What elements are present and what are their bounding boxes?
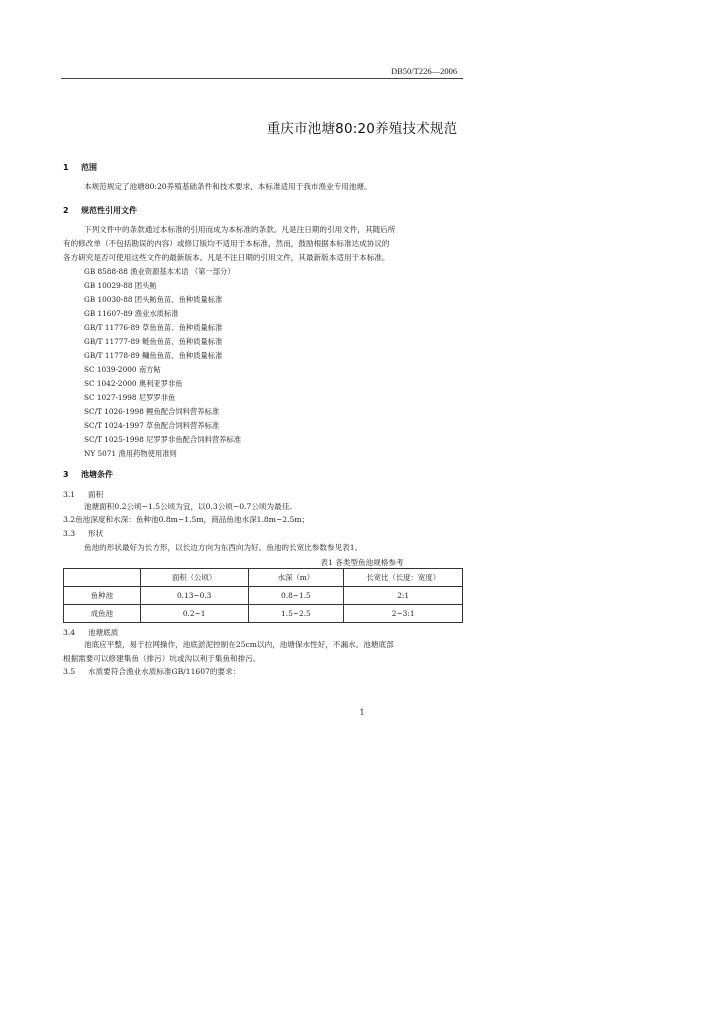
document-title: 重庆市池塘80:20养殖技术规范 [266, 121, 458, 137]
reference-item: GB 8588-88 渔业资源基本术语 （第一部分） [84, 267, 235, 276]
reference-item: SC/T 1024-1997 草鱼配合饲料营养标准 [84, 421, 220, 430]
section-1-heading [63, 162, 97, 173]
section-title: 范围 [81, 163, 97, 172]
subsection-3-3-heading [63, 528, 103, 539]
table-header-cell [64, 569, 141, 587]
subsection-number: 3.5 [63, 667, 76, 676]
standard-number: DB50/T226—2006 [391, 66, 458, 76]
reference-item: GB 10029-88 团头鲂 [84, 281, 157, 290]
page-number: 1 [359, 708, 365, 717]
subsection-3-3-text: 鱼池的形状最好为长方形，以长边方向为东西向为好。鱼池的长宽比参数参见表1。 [84, 543, 363, 552]
table-row [64, 587, 463, 605]
table-cell: 0.13~0.3 [140, 587, 248, 605]
table-cell: 2:1 [344, 587, 463, 605]
paragraph-line: 下列文件中的条款通过本标准的引用而成为本标准的条款。凡是注日期的引用文件，其随后所 [84, 225, 396, 234]
pond-spec-table [63, 568, 463, 623]
paragraph-line: 池底应平整，易于拉网操作，池底淤泥控制在25cm以内，池塘保水性好，不漏水。池塘底部 [84, 640, 394, 649]
table-cell: 鱼种池 [64, 587, 141, 605]
subsection-number: 3.4 [63, 628, 76, 637]
header-rule [61, 78, 463, 79]
reference-item: GB/T 11778-89 鳙鱼鱼苗、鱼种质量标准 [84, 351, 223, 360]
section-title: 池塘条件 [81, 470, 113, 479]
subsection-3-2-text: 3.2鱼池深度和水深：鱼种池0.8m~1.5m，商品鱼池水深1.8m~2.5m； [63, 515, 310, 524]
subsection-number: 3.1 [63, 490, 76, 499]
reference-item: SC/T 1026-1998 鲤鱼配合饲料营养标准 [84, 407, 220, 416]
section-number: 3 [63, 470, 69, 479]
section-number: 1 [63, 163, 69, 172]
subsection-title: 面积 [88, 490, 104, 499]
reference-item: GB 10030-88 团头鲂鱼苗、鱼种质量标准 [84, 295, 223, 304]
table-header-cell: 长宽比（长度：宽度） [344, 569, 463, 587]
subsection-title: 形状 [88, 529, 104, 538]
section-3-heading [63, 469, 113, 480]
reference-item: GB 11607-89 渔业水质标准 [84, 309, 179, 318]
reference-item: SC 1039-2000 南方鲇 [84, 365, 161, 374]
reference-item: GB/T 11777-89 鲢鱼鱼苗、鱼种质量标准 [84, 337, 223, 346]
subsection-number: 3.3 [63, 529, 76, 538]
paragraph-line: 各方研究是否可使用这些文件的最新版本。凡是不注日期的引用文件，其最新版本适用于本标准。 [63, 253, 390, 262]
table-cell: 1.5~2.5 [248, 605, 344, 623]
section-2-heading [63, 205, 137, 216]
section-1-text: 本规范规定了池塘80:20养殖基础条件和技术要求，本标准适用于我市渔业专用池塘。 [84, 182, 372, 191]
table-cell: 成鱼池 [64, 605, 141, 623]
subsection-3-1-text: 池塘面积0.2公顷~1.5公顷为宜，以0.3公顷~0.7公顷为最佳。 [84, 502, 297, 511]
subsection-3-5 [63, 666, 240, 677]
reference-item: GB/T 11776-89 草鱼鱼苗、鱼种质量标准 [84, 323, 223, 332]
subsection-text: 水质要符合渔业水质标准GB/11607的要求： [88, 667, 241, 676]
table-row [64, 605, 463, 623]
table-cell: 0.2~1 [140, 605, 248, 623]
table-cell: 0.8~1.5 [248, 587, 344, 605]
subsection-3-1-heading [63, 489, 103, 500]
subsection-3-4-heading [63, 627, 118, 638]
paragraph-line: 根据需要可以修建集鱼（排污）坑或沟以利于集鱼和排污。 [63, 654, 261, 663]
section-number: 2 [63, 206, 69, 215]
table-header-row [64, 569, 463, 587]
reference-item: NY 5071 渔用药物使用准则 [84, 449, 177, 458]
table-header-cell: 面积（公顷） [140, 569, 248, 587]
table-cell: 2~3:1 [344, 605, 463, 623]
reference-item: SC 1042-2000 奥利亚罗非鱼 [84, 379, 183, 388]
reference-item: SC 1027-1998 尼罗罗非鱼 [84, 393, 176, 402]
section-title: 规范性引用文件 [81, 206, 137, 215]
subsection-title: 池塘底质 [88, 628, 119, 637]
reference-item: SC/T 1025-1998 尼罗罗非鱼配合饲料营养标准 [84, 435, 242, 444]
table-header-cell: 水深（m） [248, 569, 344, 587]
paragraph-line: 有的修改单（不包括勘误的内容）或修订版均不适用于本标准，然而，鼓励根据本标准达成协议的 [63, 239, 390, 248]
table-caption: 表1 各类型鱼池规格参考 [320, 558, 404, 567]
